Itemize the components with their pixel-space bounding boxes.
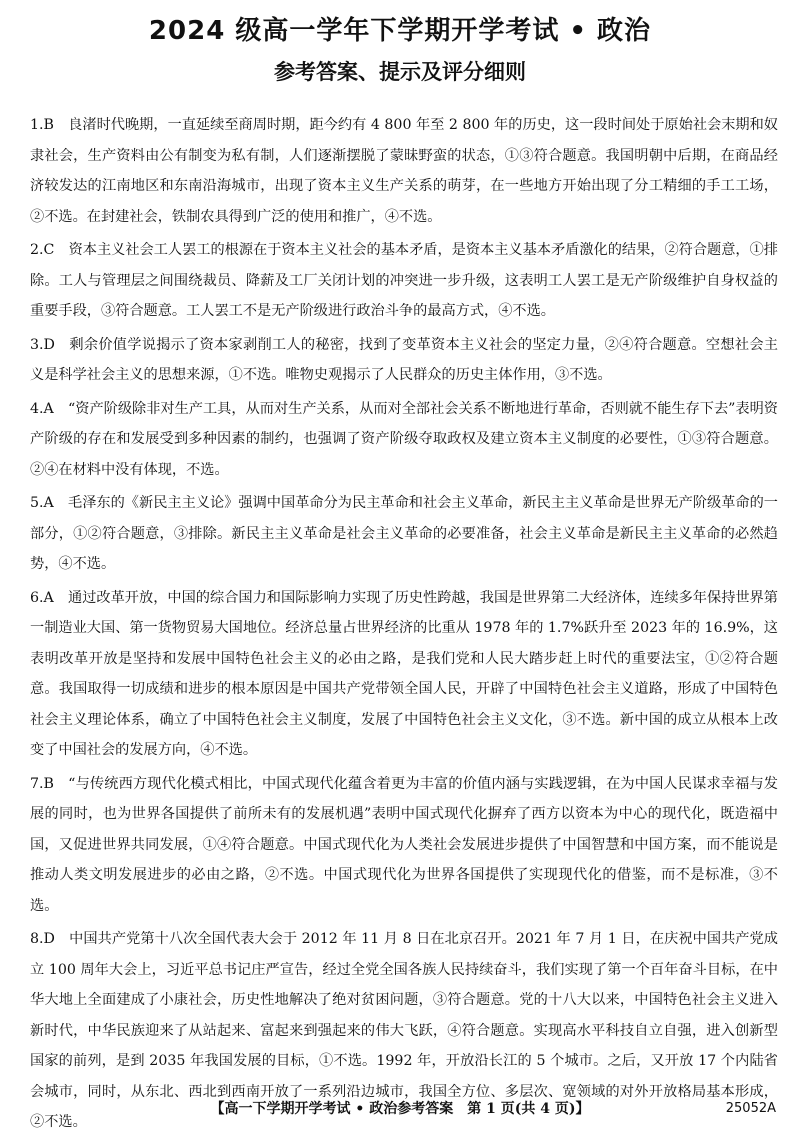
- answer-explanation: “与传统西方现代化模式相比，中国式现代化蕴含着更为丰富的价值内涵与实践逻辑，在为中国人民谋求幸福与发展的同时，也为世界各国提供了前所未有的发展机遇”表明中国式现代化摒弃了西方以资本为中心的现代化，既造福中国，又促进世界共同发展，①④符合题意。中国式现代化为人类社会发展进步提供了中国智慧和中国方案，而不能说是推动人类文明发展进步的必由之路，②不选。中国式现代化为世界各国提供了实现现代化的借鉴，而不是标准，③不选。: [30, 775, 778, 914]
- answer-item-7: [30, 769, 778, 922]
- answer-key: C: [43, 242, 55, 258]
- answer-key: A: [43, 589, 54, 606]
- footer-page-info: 【高一下学期开学考试 • 政治参考答案 第 1 页(共 4 页)】: [210, 1101, 590, 1117]
- footer-paper-code: 25052A: [725, 1101, 776, 1116]
- page-title: 2024 级高一学年下学期开学考试 • 政治: [148, 16, 652, 46]
- answer-explanation: 良渚时代晚期，一直延续至商周时期，距今约有 4 800 年至 2 800 年的历史，这一段时间处于原始社会末期和奴隶社会，生产资料由公有制变为私有制，人们逐渐摆脱了蒙昧野蛮的状态，①③符合题意。我国明朝中后期，在商品经济较发达的江南地区和东南沿海城市，出现了资本主义生产关系的萌芽，在一些地方开始出现了分工精细的手工工场，②不选。在封建社会，铁制农具得到广泛的使用和推广，④不选。: [30, 117, 778, 225]
- answer-explanation: 毛泽东的《新民主主义论》强调中国革命分为民主革命和社会主义革命，新民主主义革命是世界无产阶级革命的一部分，①②符合题意，③排除。新民主主义革命是社会主义革命的必要准备，社会主义革命是新民主主义革命的必然趋势，④不选。: [30, 495, 778, 572]
- answer-key: B: [43, 117, 54, 133]
- answer-item-4: [30, 394, 778, 486]
- answer-number: 6.: [30, 589, 44, 606]
- page-subtitle: 参考答案、提示及评分细则: [274, 60, 526, 84]
- answer-explanation: 中国共产党第十八次全国代表大会于 2012 年 11 月 8 日在北京召开。2021 年 7 月 1 日，在庆祝中国共产党成立 100 周年大会上，习近平总书记庄严宣告，经过全党全国各族人民持续奋斗，我们实现了第一个百年奋斗目标，在中华大地上全面建成了小康社会，历史性地解决了绝对贫困问题，③符合题意。党的十八大以来，中国特色社会主义进入新时代，中华民族迎来了从站起来、富起来到强起来的伟大飞跃，④符合题意。实现高水平科技自立自强，进入创新型国家的前列，是到 2035 年我国发展的目标，①不选。1992 年，开放沿长江的 5 个城市。之后，又开放 17 个内陆省会城市，同时，从东北、西北到西南开放了一系列沿边城市，我国全方位、多层次、宽领域的对外开放格局基本形成，②不选。: [30, 931, 778, 1130]
- answer-explanation: 通过改革开放，中国的综合国力和国际影响力实现了历史性跨越，我国是世界第二大经济体，连续多年保持世界第一制造业大国、第一货物贸易大国地位。经济总量占世界经济的比重从 1978 年的 1.7%跃升至 2023 年的 16.9%，这表明改革开放是坚持和发展中国特色社会主义的必由之路，是我们党和人民大踏步赶上时代的重要法宝，①②符合题意。我国取得一切成绩和进步的根本原因是中国共产党带领全国人民，开辟了中国特色社会主义道路，形成了中国特色社会主义理论体系，确立了中国特色社会主义制度，发展了中国特色社会主义文化，③不选。新中国的成立从根本上改变了中国社会的发展方向，④不选。: [30, 589, 778, 758]
- answer-number: 1.: [30, 117, 44, 133]
- answer-item-5: [30, 488, 778, 580]
- answer-item-3: [30, 330, 778, 391]
- answer-key: A: [43, 400, 54, 417]
- answer-explanation: 资本主义社会工人罢工的根源在于资本主义社会的基本矛盾，是资本主义基本矛盾激化的结果，②符合题意，①排除。工人与管理层之间围绕裁员、降薪及工厂关闭计划的冲突进一步升级，这表明工人罢工是无产阶级维护自身权益的重要手段，③符合题意。工人罢工不是无产阶级进行政治斗争的最高方式，④不选。: [30, 242, 778, 319]
- answer-number: 7.: [30, 775, 44, 792]
- answer-number: 3.: [30, 336, 44, 353]
- answer-explanation: 剩余价值学说揭示了资本家剥削工人的秘密，找到了变革资本主义社会的坚定力量，②④符合题意。空想社会主义是科学社会主义的思想来源，①不选。唯物史观揭示了人民群众的历史主体作用，③不选。: [30, 336, 778, 383]
- answer-key: A: [43, 495, 54, 511]
- answer-number: 8.: [30, 931, 44, 947]
- answer-list: [30, 110, 778, 1141]
- answer-key: B: [43, 775, 54, 792]
- page-footer: [0, 1097, 800, 1121]
- answer-explanation: “资产阶级除非对生产工具，从而对生产关系，从而对全部社会关系不断地进行革命，否则就不能生存下去”表明资产阶级的存在和发展受到多种因素的制约，也强调了资产阶级夺取政权及建立资本主义制度的必要性，①③符合题意。②④在材料中没有体现，不选。: [30, 400, 778, 478]
- answer-number: 2.: [30, 242, 44, 258]
- answer-number: 5.: [30, 495, 44, 511]
- answer-key: D: [43, 336, 55, 353]
- answer-item-6: [30, 583, 778, 766]
- answer-item-2: [30, 235, 778, 327]
- answer-key: D: [43, 931, 55, 947]
- answer-item-1: [30, 110, 778, 232]
- answer-number: 4.: [30, 400, 44, 417]
